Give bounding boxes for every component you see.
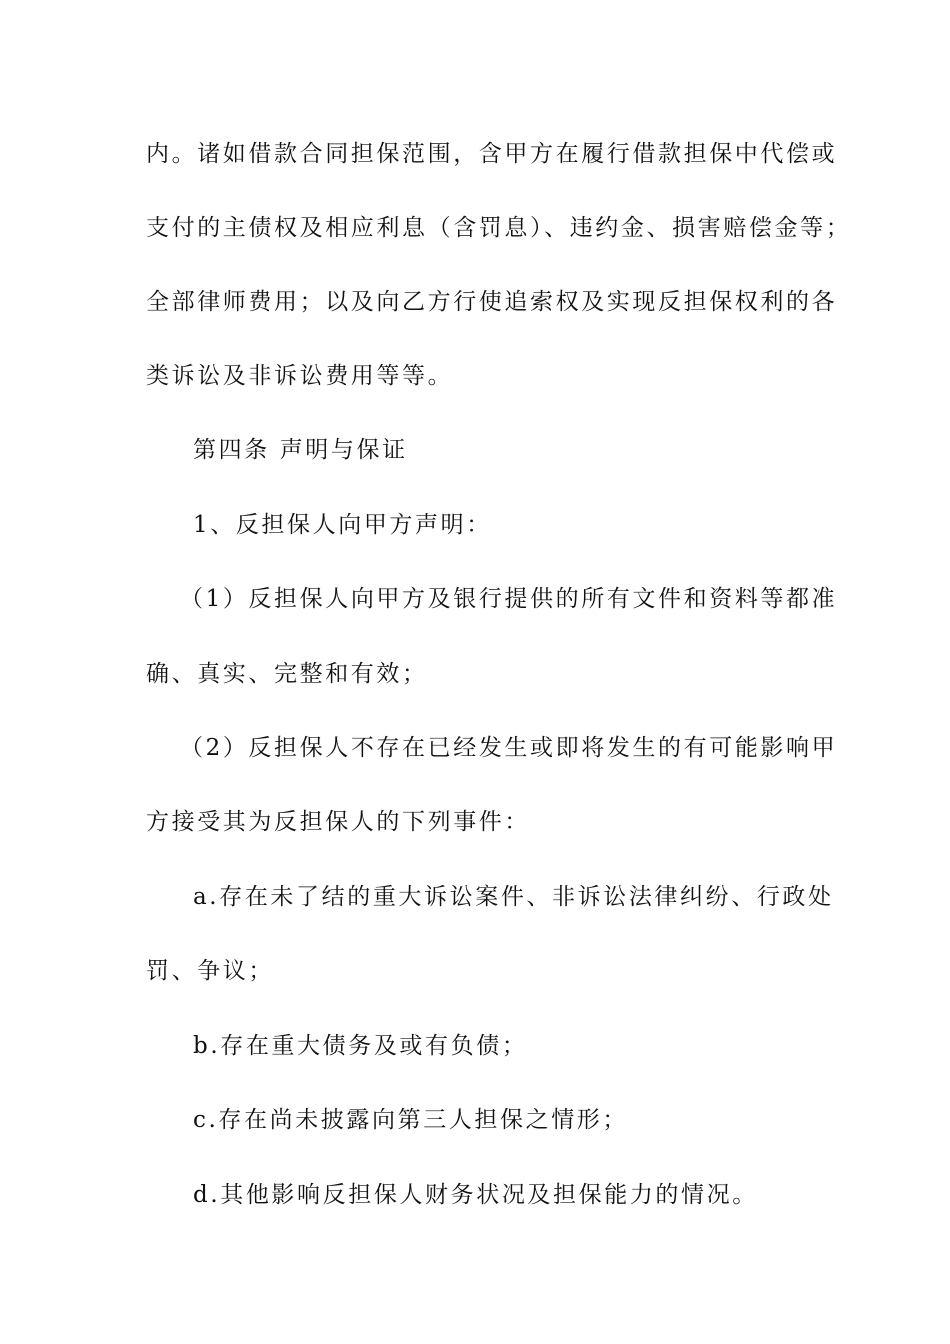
paragraph-line: 罚、争议； (146, 958, 274, 984)
paragraph-line: 支付的主债权及相应利息（含罚息）、违约金、损害赔偿金等； (146, 215, 852, 241)
list-item: c.存在尚未披露向第三人担保之情形； (193, 1107, 628, 1133)
list-item: d.其他影响反担保人财务状况及担保能力的情况。 (193, 1182, 758, 1208)
paragraph-line: 类诉讼及非诉讼费用等等。 (146, 363, 454, 389)
paragraph-line: 方接受其为反担保人的下列事件： (146, 809, 530, 835)
paragraph-line: 全部律师费用；以及向乙方行使追索权及实现反担保权利的各 (146, 289, 838, 315)
clause-heading: 1、反担保人向甲方声明： (193, 512, 492, 538)
paragraph-line: 内。诸如借款合同担保范围，含甲方在履行借款担保中代偿或 (146, 141, 838, 167)
section-heading: 第四条 声明与保证 (193, 437, 408, 463)
list-item: a.存在未了结的重大诉讼案件、非诉讼法律纠纷、行政处 (193, 884, 834, 910)
paragraph-line: 确、真实、完整和有效； (146, 661, 428, 687)
paragraph-line: （2）反担保人不存在已经发生或即将发生的有可能影响甲 (180, 735, 838, 761)
list-item: b.存在重大债务及或有负债； (193, 1033, 528, 1059)
paragraph-line: （1）反担保人向甲方及银行提供的所有文件和资料等都准 (180, 586, 838, 612)
